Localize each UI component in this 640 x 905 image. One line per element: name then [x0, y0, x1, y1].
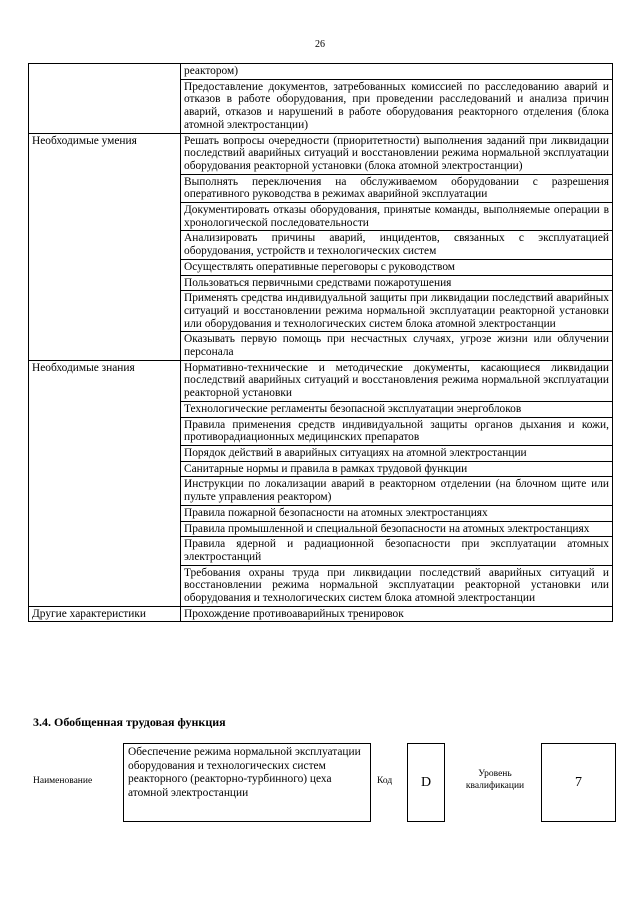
row-label-knowledge: Необходимые знания [29, 360, 181, 606]
table-row [29, 133, 613, 174]
code-box: D [407, 743, 445, 822]
table-cell: Выполнять переключения на обслуживаемом оборудовании с разрешения оперативного руководства в режимах аварийной эксплуатации [181, 174, 613, 202]
table-cell: Требования охраны труда при ликвидации последствий аварийных ситуаций и восстановлении режима нормальной эксплуатации реакторной установки или оборудования и технологических систем блока атомной электростанции [181, 565, 613, 606]
table-cell: Пользоваться первичными средствами пожаротушения [181, 275, 613, 291]
section-heading: 3.4. Обобщенная трудовая функция [33, 715, 226, 729]
page-number: 26 [315, 39, 325, 50]
table-row [29, 606, 613, 622]
row-label-empty [29, 64, 181, 134]
requirements-table [28, 63, 613, 622]
table-cell: Санитарные нормы и правила в рамках трудовой функции [181, 461, 613, 477]
level-box: 7 [541, 743, 616, 822]
table-cell: Анализировать причины аварий, инцидентов, связанных с эксплуатацией оборудования, устройств и технологических систем [181, 231, 613, 259]
table-cell: Оказывать первую помощь при несчастных случаях, угрозе жизни или облучении персонала [181, 332, 613, 360]
table-cell: Документировать отказы оборудования, принятые команды, выполняемые операции в хронологической последовательности [181, 203, 613, 231]
table-cell: Правила пожарной безопасности на атомных электростанциях [181, 505, 613, 521]
table-cell: Прохождение противоаварийных тренировок [181, 606, 613, 622]
row-label-skills: Необходимые умения [29, 133, 181, 360]
table-cell: реактором) [181, 64, 613, 80]
table-cell: Инструкции по локализации аварий в реакторном отделении (на блочном щите или пульте управления реактором) [181, 477, 613, 505]
table-row [29, 64, 613, 80]
table-cell: Осуществлять оперативные переговоры с руководством [181, 259, 613, 275]
table-cell: Порядок действий в аварийных ситуациях на атомной электростанции [181, 445, 613, 461]
table-cell: Правила промышленной и специальной безопасности на атомных электростанциях [181, 521, 613, 537]
table-cell: Правила применения средств индивидуальной защиты органов дыхания и кожи, противорадиационных медицинских препаратов [181, 417, 613, 445]
table-cell: Технологические регламенты безопасной эксплуатации энергоблоков [181, 401, 613, 417]
table-row [29, 360, 613, 401]
row-label-other: Другие характеристики [29, 606, 181, 622]
function-name-box: Обеспечение режима нормальной эксплуатации оборудования и технологических систем реакторного (реакторно-турбинного) цеха атомной электростанции [123, 743, 371, 822]
table-cell: Применять средства индивидуальной защиты при ликвидации последствий аварийных ситуаций и восстановлении режима нормальной эксплуатации реакторной установки или оборудования и технологических систем блока атомной электростанции [181, 291, 613, 332]
name-label: Наименование [33, 776, 93, 786]
code-label: Код [377, 776, 393, 786]
table-cell: Решать вопросы очередности (приоритетности) выполнения заданий при ликвидации последствий аварийных ситуаций и восстановлении режима нормальной эксплуатации оборудования реакторной установки (блока атомной электростанции) [181, 133, 613, 174]
table-cell: Правила ядерной и радиационной безопасности при эксплуатации атомных электростанций [181, 537, 613, 565]
table-cell: Нормативно-технические и методические документы, касающиеся ликвидации последствий аварийных ситуаций и восстановления режима нормальной эксплуатации реакторной установки [181, 360, 613, 401]
table-cell: Предоставление документов, затребованных комиссией по расследованию аварий и отказов в работе оборудования, при проведении расследований и анализа причин аварий, отказов и нарушений в работе оборудования реакторного отделения (блока атомной электростанции) [181, 79, 613, 133]
level-label: Уровень квалификации [465, 769, 525, 791]
